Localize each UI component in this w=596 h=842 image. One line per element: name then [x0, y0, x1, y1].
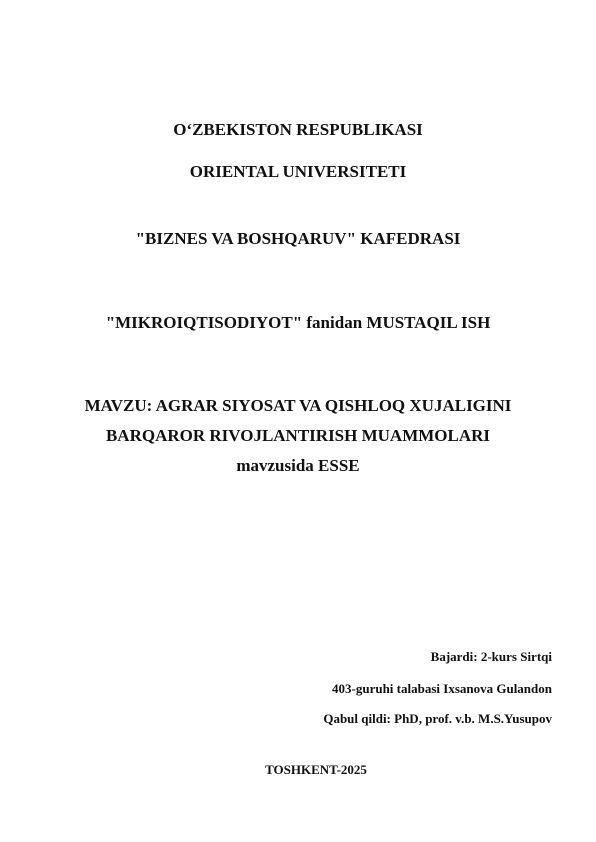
topic-line-2: BARQAROR RIVOJLANTIRISH MUAMMOLARI [105, 426, 491, 445]
performed-by: Bajardi: 2-kurs Sirtqi [430, 649, 552, 664]
independent-work-title: "MIKROIQTISODIYOT" fanidan MUSTAQIL ISH [105, 313, 491, 332]
student-name: 403-guruhi talabasi Ixsanova Gulandon [332, 681, 552, 696]
topic-line-1: MAVZU: AGRAR SIYOSAT VA QISHLOQ XUJALIGINI [84, 396, 512, 415]
department-title: "BIZNES VA BOSHQARUV" KAFEDRASI [135, 229, 461, 248]
topic-line-3: mavzusida ESSE [236, 456, 360, 475]
country-title: O‘ZBEKISTON RESPUBLIKASI [173, 120, 423, 139]
accepted-by: Qabul qildi: PhD, prof. v.b. M.S.Yusupov [323, 711, 552, 726]
city-year: TOSHKENT-2025 [265, 762, 367, 777]
university-title: ORIENTAL UNIVERSITETI [189, 162, 407, 181]
